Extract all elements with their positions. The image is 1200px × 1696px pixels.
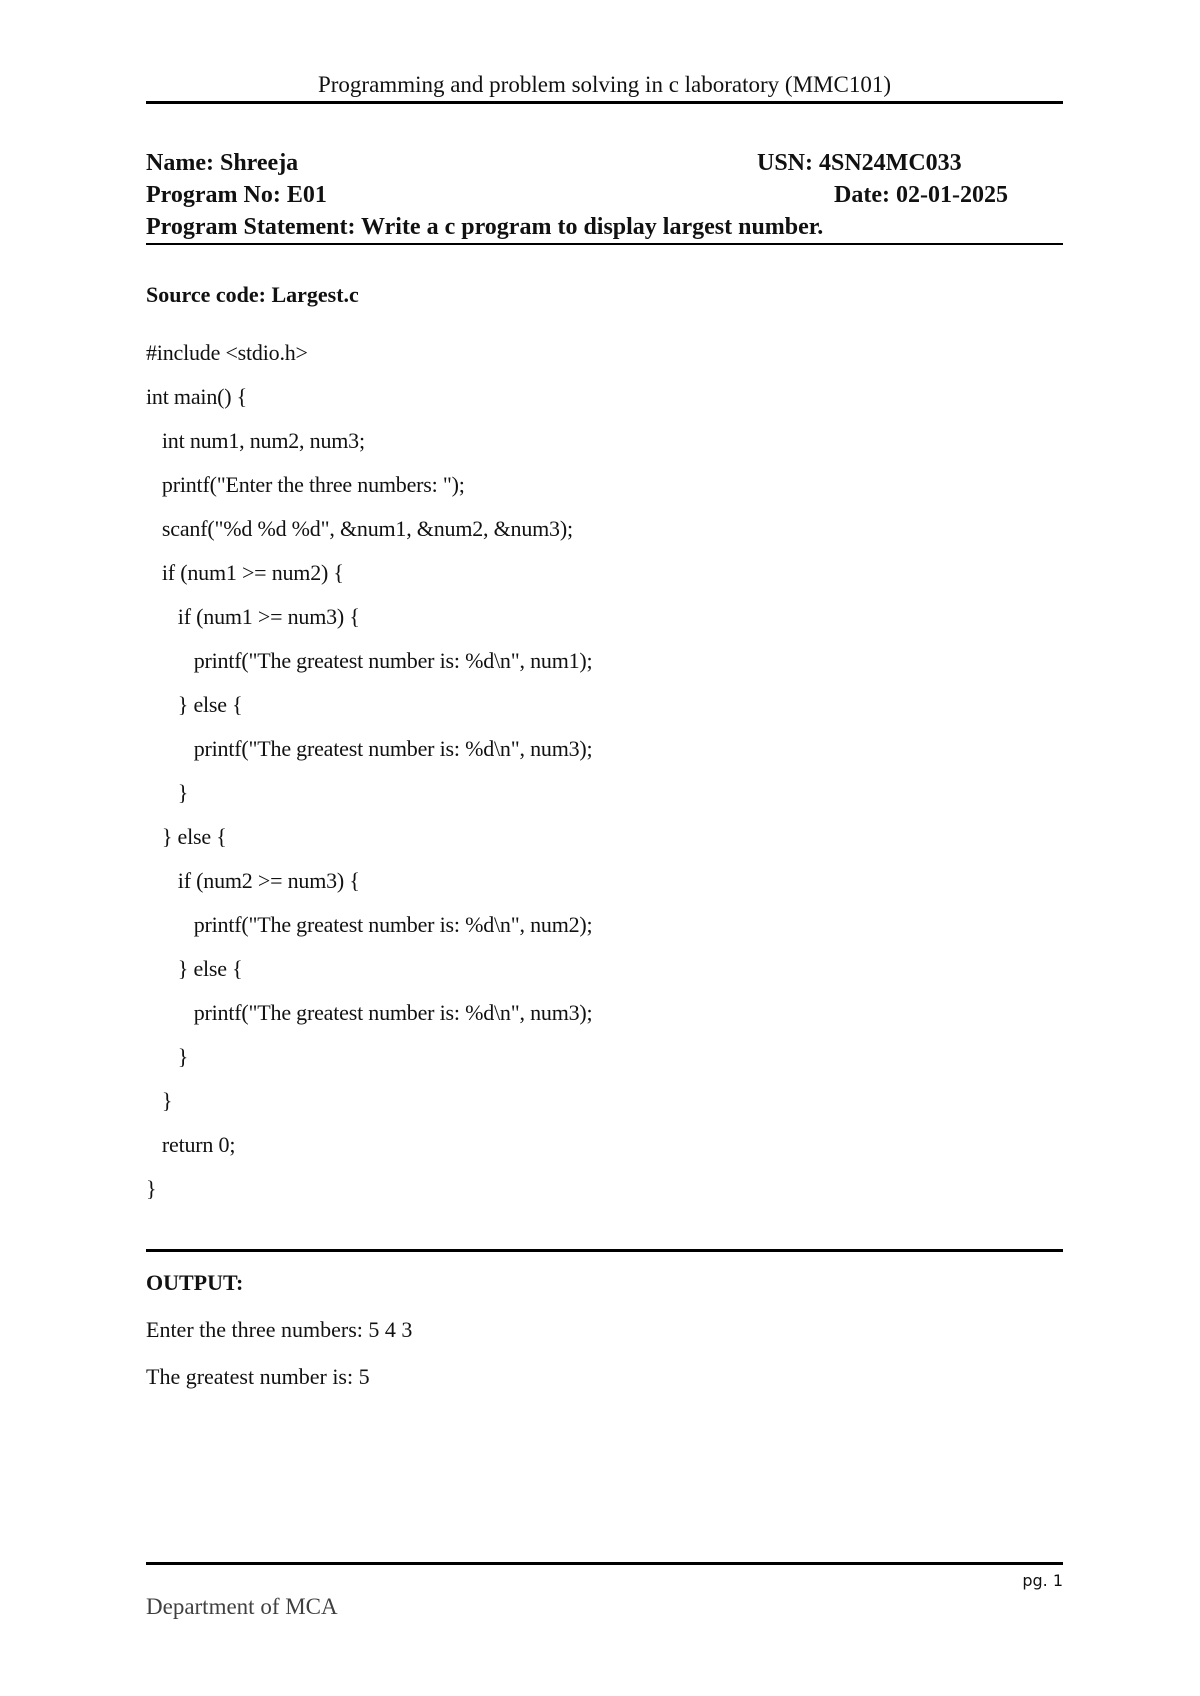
code-line: int num1, num2, num3; <box>146 428 365 453</box>
code-line: return 0; <box>146 1132 236 1157</box>
source-code-label: Source code: Largest.c <box>146 282 359 307</box>
program-date: Date: 02-01-2025 <box>834 182 1008 208</box>
output-line: Enter the three numbers: 5 4 3 <box>146 1317 413 1342</box>
code-line: } <box>146 1044 189 1069</box>
code-divider <box>146 1249 1063 1252</box>
code-line: } else { <box>146 692 243 717</box>
code-line: printf("The greatest number is: %d\n", num3); <box>146 1000 593 1025</box>
code-line: if (num1 >= num2) { <box>146 560 344 585</box>
code-line: #include <stdio.h> <box>146 340 308 365</box>
code-line: printf("The greatest number is: %d\n", num2); <box>146 912 593 937</box>
code-line: int main() { <box>146 384 248 409</box>
code-line: printf("Enter the three numbers: "); <box>146 472 465 497</box>
code-line: } <box>146 1088 173 1113</box>
page-number: pg. 1 <box>1022 1571 1063 1590</box>
page-header-title: Programming and problem solving in c laboratory (MMC101) <box>317 72 891 97</box>
code-line: scanf("%d %d %d", &num1, &num2, &num3); <box>146 516 573 541</box>
code-line: printf("The greatest number is: %d\n", num3); <box>146 736 593 761</box>
code-line: } <box>146 1176 157 1201</box>
info-divider <box>146 243 1063 245</box>
output-line: The greatest number is: 5 <box>146 1364 370 1389</box>
code-line: } <box>146 780 189 805</box>
code-line: printf("The greatest number is: %d\n", num1); <box>146 648 593 673</box>
footer-department: Department of MCA <box>146 1594 338 1619</box>
code-line: if (num2 >= num3) { <box>146 868 360 893</box>
student-usn: USN: 4SN24MC033 <box>757 150 962 176</box>
code-line: } else { <box>146 824 227 849</box>
student-name: Name: Shreeja <box>146 150 299 176</box>
footer-divider <box>146 1562 1063 1565</box>
program-statement: Program Statement: Write a c program to display largest number. <box>146 214 824 240</box>
code-line: if (num1 >= num3) { <box>146 604 360 629</box>
header-divider <box>146 101 1063 104</box>
output-label: OUTPUT: <box>146 1270 244 1295</box>
code-line: } else { <box>146 956 243 981</box>
program-number: Program No: E01 <box>146 182 327 208</box>
